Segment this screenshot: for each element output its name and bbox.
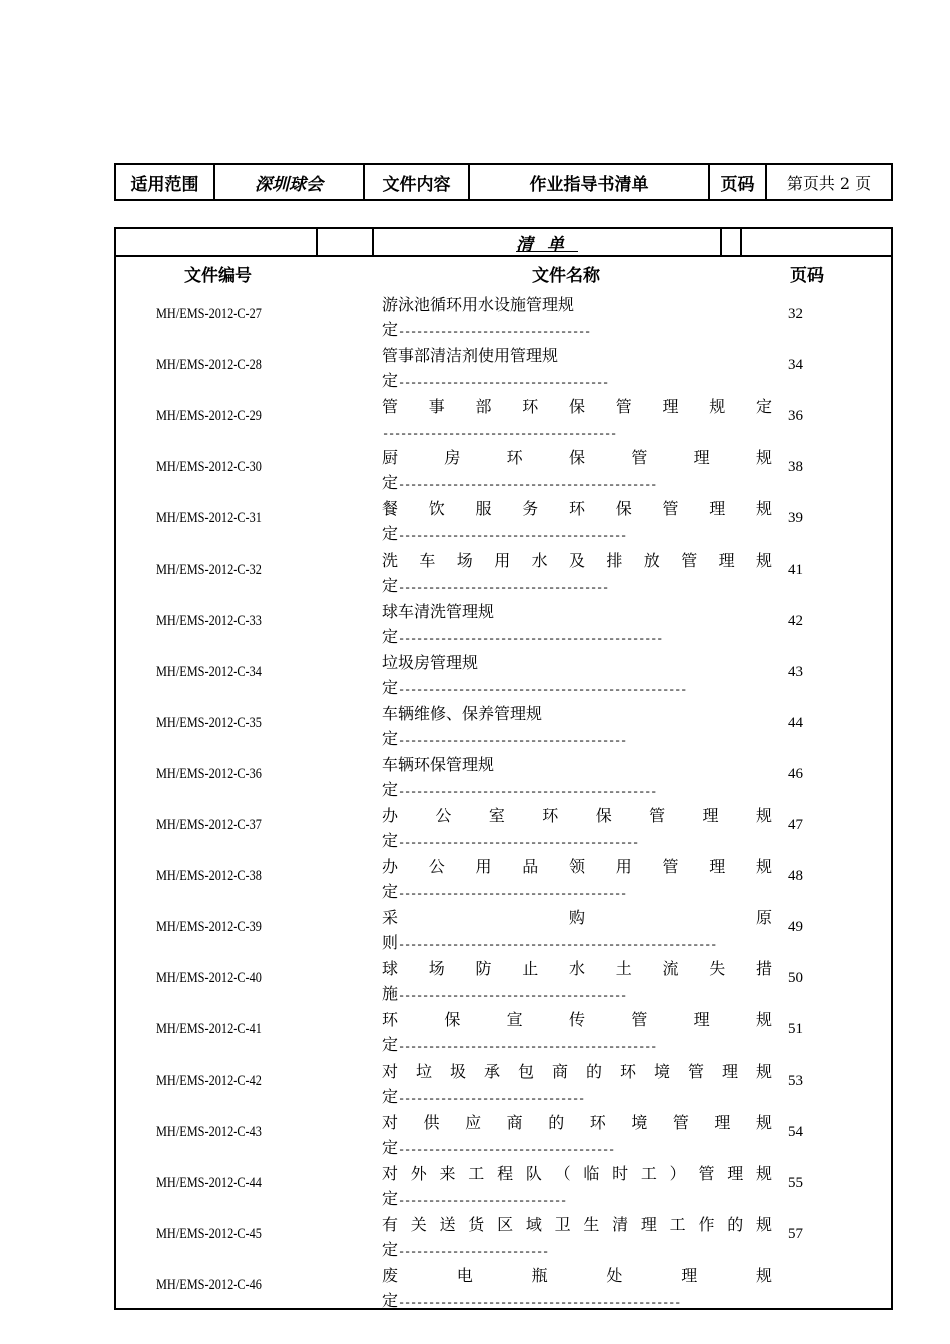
document-name-line2 (382, 1189, 566, 1211)
document-code: MH/EMS-2012-C-39 (156, 919, 262, 936)
table-row (116, 340, 891, 391)
document-code: MH/EMS-2012-C-27 (156, 306, 262, 322)
table-row (116, 596, 891, 647)
document-name-tail: 定 (382, 473, 399, 493)
document-name-line1: 车辆环保管理规 (382, 754, 495, 774)
document-code: MH/EMS-2012-C-46 (156, 1276, 262, 1293)
document-name-line2 (382, 678, 686, 700)
table-row (116, 953, 891, 1004)
document-name-line1: 环保宣传管理规 (382, 1010, 772, 1030)
document-code: MH/EMS-2012-C-42 (156, 1072, 262, 1089)
document-page-number: 54 (788, 1123, 803, 1140)
document-name-line2 (382, 473, 656, 495)
document-name-tail: 定 (382, 728, 399, 748)
leader-dashes: ----------------------------------- (398, 376, 609, 391)
document-name-line1: 办公用品领用管理规 (382, 857, 772, 877)
document-code: MH/EMS-2012-C-43 (156, 1123, 262, 1140)
document-name-line2 (382, 1087, 584, 1109)
document-name-line1: 对供应商的环境管理规 (382, 1112, 772, 1132)
document-name-tail: 定 (382, 677, 399, 697)
document-name (382, 1004, 772, 1055)
leader-dashes: -------------------------------------- (398, 529, 627, 544)
document-name-tail: 定 (382, 1290, 399, 1310)
document-page-number: 46 (788, 765, 803, 782)
document-code: MH/EMS-2012-C-36 (156, 765, 262, 782)
document-name-line2 (382, 882, 626, 904)
document-name (382, 902, 772, 953)
document-code: MH/EMS-2012-C-45 (156, 1225, 262, 1242)
leader-dashes: -------------------------------------- (398, 989, 627, 1004)
leader-dashes: -------------------------------- (398, 325, 591, 339)
divider (720, 229, 722, 255)
document-name (382, 1209, 772, 1260)
document-code: MH/EMS-2012-C-37 (156, 817, 262, 833)
leader-dashes: ------------------------------------------- (398, 784, 657, 799)
leader-dashes: ------------------------------------------- (398, 1040, 657, 1055)
document-name-line1: 对外来工程队（临时工）管理规 (382, 1163, 772, 1183)
document-code: MH/EMS-2012-C-32 (156, 561, 262, 578)
document-name-line1: 办公室环保管理规 (382, 806, 772, 825)
divider (316, 229, 318, 255)
document-name (382, 698, 772, 749)
document-name (382, 493, 772, 544)
table-row (116, 1107, 891, 1158)
table-row (116, 1260, 891, 1311)
document-name-tail: 定 (382, 779, 399, 799)
document-code: MH/EMS-2012-C-40 (156, 970, 262, 987)
list-title-bar (116, 229, 891, 257)
document-page-number: 41 (788, 561, 803, 578)
document-code: MH/EMS-2012-C-44 (156, 1174, 262, 1191)
document-name-line1: 洗车场用水及排放管理规 (382, 550, 772, 570)
table-row (116, 391, 891, 442)
content-value: 作业指导书清单 (470, 165, 710, 199)
document-name-line2 (382, 576, 608, 598)
table-row (116, 442, 891, 493)
document-name-line1: 管事部环保管理规定 (382, 397, 772, 417)
document-name (382, 1158, 772, 1209)
leader-dashes: ----------------------------------------------------- (398, 938, 717, 953)
document-name (382, 545, 772, 596)
document-page-number: 57 (788, 1225, 803, 1242)
page-value: 第页共 2 页 (786, 173, 872, 193)
document-name-line1: 有关送货区域卫生清理工作的规 (382, 1214, 772, 1234)
table-row (116, 1056, 891, 1107)
leader-dashes: ----------------------------------- (398, 580, 609, 595)
document-name-line1: 球场防止水土流失措 (382, 959, 772, 979)
leader-dashes: ------------------------- (398, 1244, 549, 1259)
document-name-tail: 施 (382, 984, 399, 1004)
leader-dashes: ------------------------------------------- (398, 478, 657, 493)
document-page-number: 34 (788, 357, 803, 374)
document-name-line2 (382, 524, 626, 546)
leader-dashes: -------------------------------------- (398, 733, 627, 748)
scope-label: 适用范围 (116, 165, 215, 199)
document-name-line1: 车辆维修、保养管理规 (382, 703, 543, 723)
document-name-tail: 定 (382, 575, 399, 595)
document-page-number: 50 (788, 970, 803, 987)
table-row (116, 851, 891, 902)
page-label: 页码 (710, 165, 767, 199)
document-name (382, 289, 772, 340)
table-row (116, 1209, 891, 1260)
document-name (382, 749, 772, 800)
document-name-tail: 定 (382, 1239, 399, 1259)
leader-dashes: ----------------------------------------------- (398, 1295, 681, 1310)
document-name-tail: 则 (382, 933, 399, 953)
document-name-tail: 定 (382, 831, 399, 850)
document-code: MH/EMS-2012-C-35 (156, 714, 262, 731)
document-name-line1: 对垃圾承包商的环境管理规 (382, 1061, 772, 1081)
table-row (116, 289, 891, 340)
table-row (116, 902, 891, 953)
document-name (382, 1107, 772, 1158)
document-code: MH/EMS-2012-C-33 (156, 612, 262, 629)
document-name-line2 (382, 1240, 548, 1262)
document-code: MH/EMS-2012-C-29 (156, 408, 262, 425)
document-name-line1: 废电瓶处理规 (382, 1265, 772, 1285)
document-name-line2 (382, 933, 716, 955)
table-row (116, 545, 891, 596)
document-page-number: 49 (788, 919, 803, 936)
document-name-line2 (382, 984, 626, 1006)
leader-dashes: ------------------------------------ (398, 1142, 615, 1157)
document-name-tail: 定 (382, 1137, 399, 1157)
document-name-line2 (382, 1035, 656, 1057)
document-name (382, 800, 772, 851)
document-name (382, 340, 772, 391)
document-name-line2 (382, 831, 638, 853)
divider (740, 229, 742, 255)
leader-dashes: ---------------------------- (398, 1193, 567, 1208)
document-code: MH/EMS-2012-C-38 (156, 868, 262, 885)
list-title: 清单 (516, 234, 578, 255)
document-name (382, 1056, 772, 1107)
document-name (382, 1260, 772, 1311)
document-name (382, 647, 772, 698)
document-name (382, 596, 772, 647)
document-page-number: 32 (788, 306, 803, 322)
column-header-name: 文件名称 (532, 265, 600, 286)
table-row (116, 1158, 891, 1209)
document-name-tail: 定 (382, 626, 399, 646)
document-page-number: 38 (788, 459, 803, 476)
document-name-line2 (382, 422, 616, 444)
leader-dashes: --------------------------------------- (382, 427, 617, 442)
document-name-line2 (382, 780, 656, 802)
document-name-line1: 厨房环保管理规 (382, 448, 772, 468)
document-name-tail: 定 (382, 371, 399, 391)
column-header-code: 文件编号 (184, 265, 252, 286)
document-page-number: 48 (788, 868, 803, 885)
document-name-tail: 定 (382, 524, 399, 544)
document-page-number: 44 (788, 714, 803, 731)
document-page-number: 39 (788, 510, 803, 527)
document-list-frame (114, 227, 893, 1310)
document-name-line1: 垃圾房管理规 (382, 652, 479, 672)
document-name-tail: 定 (382, 882, 399, 902)
document-name-tail: 定 (382, 1086, 399, 1106)
document-page-number: 47 (788, 817, 803, 833)
document-name-line2 (382, 1138, 614, 1160)
document-name-tail: 定 (382, 1035, 399, 1055)
document-page-number: 43 (788, 663, 803, 680)
document-page-number: 36 (788, 408, 803, 425)
document-name (382, 391, 772, 442)
document-name-line1: 采购原 (382, 908, 772, 928)
leader-dashes: ------------------------------- (398, 1091, 585, 1106)
document-code: MH/EMS-2012-C-30 (156, 459, 262, 476)
document-name (382, 851, 772, 902)
column-header-page: 页码 (790, 265, 824, 286)
document-page-number: 51 (788, 1021, 803, 1038)
document-name-line2 (382, 371, 608, 393)
document-name-line2 (382, 1291, 680, 1313)
table-row (116, 493, 891, 544)
leader-dashes: ------------------------------------------------ (398, 682, 687, 697)
document-page-number: 53 (788, 1072, 803, 1089)
document-name-line1: 餐饮服务环保管理规 (382, 499, 772, 519)
document-name (382, 953, 772, 1004)
table-row (116, 698, 891, 749)
document-name-tail: 定 (382, 1188, 399, 1208)
document-page-number: 55 (788, 1174, 803, 1191)
table-row (116, 647, 891, 698)
document-name-line1: 管事部清洁剂使用管理规 (382, 346, 559, 366)
document-code: MH/EMS-2012-C-41 (156, 1021, 262, 1038)
table-row (116, 800, 891, 851)
document-name-line1: 球车清洗管理规 (382, 601, 495, 621)
leader-dashes: ---------------------------------------- (398, 836, 639, 850)
leader-dashes: -------------------------------------------- (398, 631, 663, 646)
document-code: MH/EMS-2012-C-28 (156, 357, 262, 374)
document-name-line2 (382, 627, 662, 649)
leader-dashes: -------------------------------------- (398, 887, 627, 902)
document-name (382, 442, 772, 493)
document-name-tail: 定 (382, 320, 399, 339)
document-code: MH/EMS-2012-C-31 (156, 510, 262, 527)
document-name-line2 (382, 320, 590, 342)
document-code: MH/EMS-2012-C-34 (156, 663, 262, 680)
scope-value: 深圳球会 (215, 165, 365, 199)
document-page-number: 42 (788, 612, 803, 629)
content-label: 文件内容 (365, 165, 470, 199)
header-table (114, 163, 893, 201)
table-row (116, 749, 891, 800)
document-name-line1: 游泳池循环用水设施管理规 (382, 295, 575, 314)
document-name-line2 (382, 729, 626, 751)
table-row (116, 1004, 891, 1055)
